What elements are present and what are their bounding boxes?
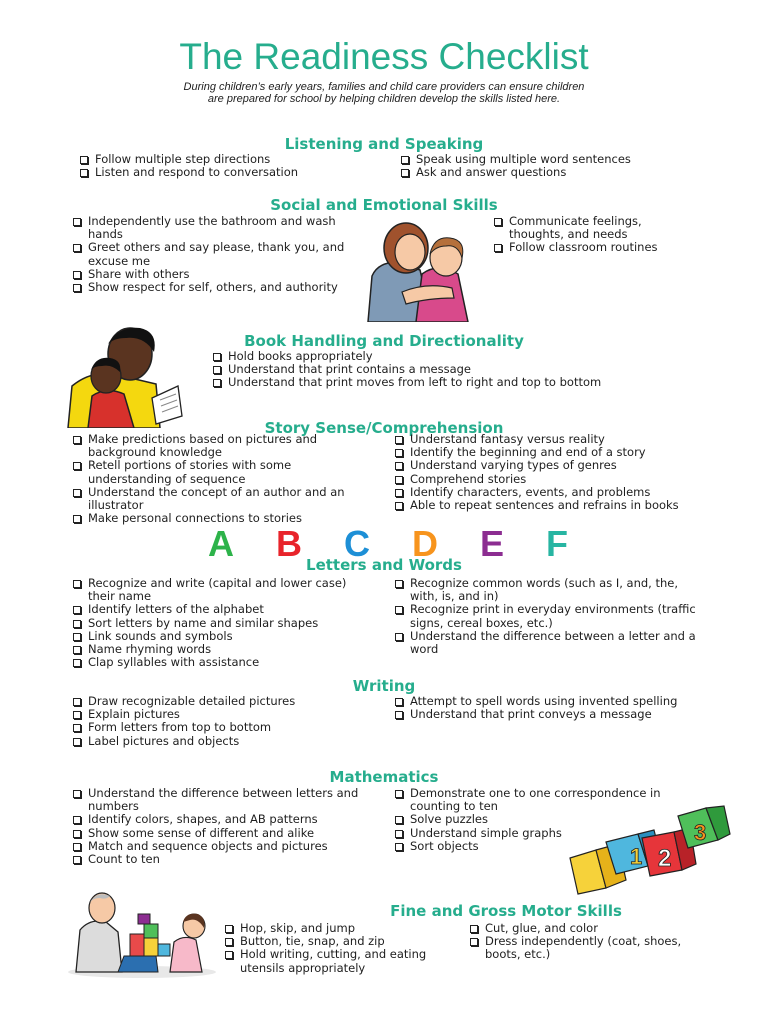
block-number-1: 1	[630, 844, 643, 869]
motor-col-1	[222, 922, 452, 975]
checklist-item: Dress independently (coat, shoes, boots, etc.)	[467, 935, 687, 961]
listening-col-2	[398, 153, 698, 179]
checklist-item: Follow multiple step directions	[77, 153, 377, 166]
alphabet-letter-b: B	[275, 523, 302, 564]
intro-line-1: During children’s early years, families and child care providers can ensure children	[183, 81, 585, 93]
checklist-item: Greet others and say please, thank you, and excuse me	[70, 241, 360, 267]
math-col-1	[70, 787, 370, 866]
checklist-item: Hold books appropriately	[210, 350, 690, 363]
checklist-item: Demonstrate one to one correspondence in counting to ten	[392, 787, 692, 813]
letters-col-2	[392, 577, 704, 656]
checklist-item: Understand fantasy versus reality	[392, 433, 692, 446]
checklist-item: Recognize common words (such as I, and, the, with, is, and in)	[392, 577, 704, 603]
alphabet-letter-f: F	[545, 523, 568, 564]
checklist-item: Understand that print conveys a message	[392, 708, 692, 721]
block-number-3: 3	[694, 820, 707, 845]
checklist-item: Label pictures and objects	[70, 735, 370, 748]
checklist-item: Understand that print contains a message	[210, 363, 690, 376]
social-col-2	[491, 215, 691, 255]
checklist-item: Hop, skip, and jump	[222, 922, 452, 935]
section-heading-social: Social and Emotional Skills	[270, 196, 498, 214]
section-heading-math: Mathematics	[329, 768, 439, 786]
checklist-item: Identify characters, events, and problems	[392, 486, 692, 499]
checklist-item: Retell portions of stories with some understanding of sequence	[70, 459, 370, 485]
checklist-item: Count to ten	[70, 853, 370, 866]
section-heading-writing: Writing	[352, 677, 416, 695]
section-heading-story: Story Sense/Comprehension	[264, 419, 504, 437]
page-title: The Readiness Checklist	[179, 36, 589, 77]
checklist-item: Explain pictures	[70, 708, 370, 721]
section-heading-letters: Letters and Words	[306, 556, 462, 574]
checklist-item: Solve puzzles	[392, 813, 692, 826]
checklist-item: Name rhyming words	[70, 643, 370, 656]
checklist-item: Understand that print moves from left to right and top to bottom	[210, 376, 690, 389]
alphabet-letter-c: C	[343, 523, 370, 564]
mother-hugging-child-illustration	[362, 218, 490, 322]
alphabet-letter-e: E	[479, 523, 504, 564]
checklist-item: Identify letters of the alphabet	[70, 603, 370, 616]
checklist-item: Draw recognizable detailed pictures	[70, 695, 370, 708]
checklist-item: Able to repeat sentences and refrains in books	[392, 499, 692, 512]
checklist-item: Make predictions based on pictures and background knowledge	[70, 433, 370, 459]
story-col-2	[392, 433, 692, 512]
checklist-item: Clap syllables with assistance	[70, 656, 370, 669]
story-col-1	[70, 433, 370, 525]
checklist-item: Understand simple graphs	[392, 827, 692, 840]
section-heading-book: Book Handling and Directionality	[244, 332, 524, 350]
motor-col-2	[467, 922, 687, 962]
section-heading-motor: Fine and Gross Motor Skills	[390, 902, 622, 920]
checklist-item: Communicate feelings, thoughts, and needs	[491, 215, 691, 241]
checklist-item: Ask and answer questions	[398, 166, 698, 179]
checklist-item: Form letters from top to bottom	[70, 721, 370, 734]
grandfather-and-child-with-blocks-illustration	[66, 886, 218, 978]
letters-col-1	[70, 577, 370, 669]
alphabet-letter-a: A	[208, 523, 234, 564]
checklist-item: Cut, glue, and color	[467, 922, 687, 935]
block-number-2: 2	[658, 845, 672, 872]
checklist-item: Recognize print in everyday environments (traffic signs, cereal boxes, etc.)	[392, 603, 704, 629]
checklist-item: Show respect for self, others, and authority	[70, 281, 360, 294]
checklist-item: Hold writing, cutting, and eating utensils appropriately	[222, 948, 452, 974]
alphabet-letter-d: D	[411, 523, 438, 564]
checklist-item: Identify the beginning and end of a story	[392, 446, 692, 459]
book-col-1	[210, 350, 690, 390]
section-heading-listening: Listening and Speaking	[284, 135, 484, 153]
intro-text	[0, 81, 768, 105]
checklist-item: Understand varying types of genres	[392, 459, 692, 472]
checklist-item: Understand the concept of an author and an illustrator	[70, 486, 370, 512]
checklist-item: Identify colors, shapes, and AB patterns	[70, 813, 370, 826]
checklist-item: Link sounds and symbols	[70, 630, 370, 643]
checklist-item: Follow classroom routines	[491, 241, 691, 254]
listening-col-1	[77, 153, 377, 179]
checklist-item: Speak using multiple word sentences	[398, 153, 698, 166]
checklist-item: Comprehend stories	[392, 473, 692, 486]
checklist-item: Sort letters by name and similar shapes	[70, 617, 370, 630]
writing-col-2	[392, 695, 692, 721]
checklist-item: Show some sense of different and alike	[70, 827, 370, 840]
checklist-item: Sort objects	[392, 840, 692, 853]
intro-line-2: are prepared for school by helping children develop the skills listed here.	[207, 93, 561, 105]
writing-col-1	[70, 695, 370, 748]
number-blocks-illustration	[566, 804, 732, 896]
checklist-item: Listen and respond to conversation	[77, 166, 377, 179]
checklist-item: Understand the difference between letters and numbers	[70, 787, 370, 813]
checklist-item: Independently use the bathroom and wash hands	[70, 215, 360, 241]
checklist-item: Button, tie, snap, and zip	[222, 935, 452, 948]
checklist-item: Make personal connections to stories	[70, 512, 370, 525]
checklist-item: Recognize and write (capital and lower case) their name	[70, 577, 370, 603]
checklist-item: Share with others	[70, 268, 360, 281]
checklist-item: Understand the difference between a letter and a word	[392, 630, 704, 656]
checklist-item: Match and sequence objects and pictures	[70, 840, 370, 853]
checklist-item: Attempt to spell words using invented spelling	[392, 695, 692, 708]
social-col-1	[70, 215, 360, 294]
